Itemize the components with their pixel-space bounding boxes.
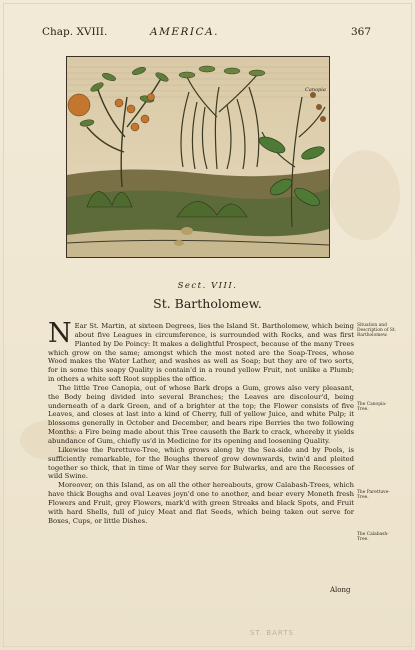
chapter-header: Chap. XVIII. — [42, 26, 108, 38]
pencil-annotation: ST. BARTS — [250, 629, 295, 637]
paragraph-2: The little Tree Canopia, out of whose Bark drops a Gum, grows also very pleasant, the Body being divided into several Branches; the Leaves are discolour'd, being underneath of a dark Green, and of a brighter at the top; the Flower consists of five Leaves, and closes at last into a kind of Cherry, full of yellow Juice, and white Pulp; it blossoms generally in October and December, and bears ripe Berries the two following Months: a Fire being made about this Tree causeth the Bark to crack, whereby it yields abundance of Gum, chiefly us'd in Medicine for its opening and loosening Quality. — [48, 383, 354, 445]
margin-note-calabash: The Calabash-Tree. — [357, 532, 389, 543]
engraving-illustration — [67, 57, 329, 257]
engraved-plate — [66, 56, 330, 258]
margin-note-canopia: The Canopia-Tree. — [357, 402, 387, 413]
running-title: AMERICA. — [150, 26, 220, 38]
paragraph-4: Moreover, on this Island, as on all the other hereabouts, grow Calabash-Trees, which have thick Boughs and oval Leaves joyn'd one to another, and bear every Moneth fresh Flowers and Fruit, grey Flowers, mark'd with green Streaks and black Spots, and Fruit with hard Shells, full of juicy Meat and flat Seeds, which being taken out serve for Boxes, Cups, or little Dishes. — [48, 481, 354, 525]
plate-label: Canopia — [305, 87, 326, 93]
body-text — [48, 318, 354, 525]
paper-stain — [330, 150, 400, 240]
margin-note-parettuve: The Parettuve-Tree. — [357, 490, 390, 501]
page-number: 367 — [350, 26, 371, 38]
margin-note-situation: Situation and Description of St. Bartholomew. — [357, 323, 397, 339]
drop-cap: N — [48, 318, 72, 349]
paragraph-1: N Ear St. Martin, at sixteen Degrees, lies the Island St. Bartholomew, which being about five Leagues in circumference, is surrounded with Rocks, and was first Planted by De Poincy: It makes a delightful Prospect, because of the many Trees which grow on the same; amongst which the most noted are the Soap-Trees, whose Wood makes the Water Lather, and washes as well as Soap; but they are of two sorts, for in some this soapy Quality is contain'd in a round yellow Fruit, not unlike a Plumb; in others a white soft Root supplies the office. — [48, 318, 354, 384]
section-label: Sect. VIII. — [177, 281, 238, 291]
catchword: Along — [330, 586, 351, 594]
section-title: St. Bartholomew. — [153, 296, 262, 311]
paragraph-3: Likewise the Parettuve-Tree, which grows along by the Sea-side and by Pools, is sufficiently remarkable, for the Boughs thereof grow downwards, twin'd and pleited together so thick, that in time of War they serve for Bulwarks, and are the Recesses of wild Swine. — [48, 445, 354, 481]
